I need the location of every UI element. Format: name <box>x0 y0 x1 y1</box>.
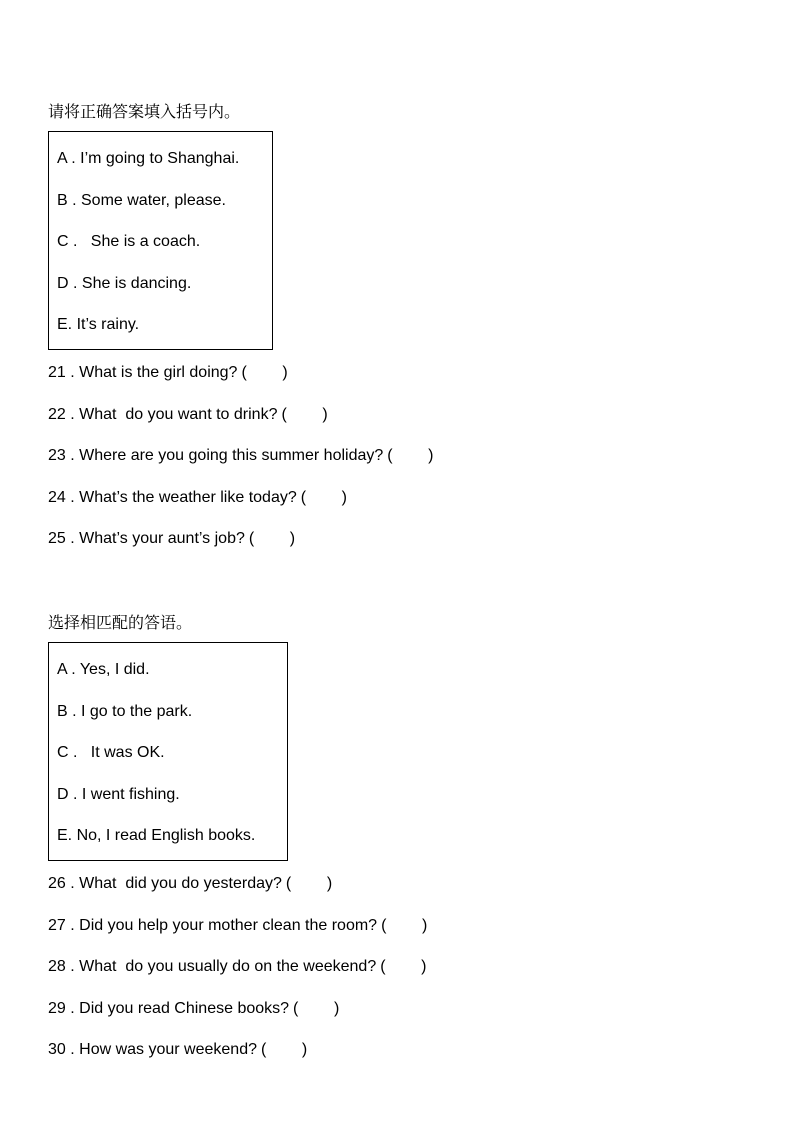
question-prompt: 27 . Did you help your mother clean the room? <box>48 916 378 934</box>
question-prompt: 30 . How was your weekend? <box>48 1041 257 1058</box>
section-heading: 选择相匹配的答语。 <box>48 613 193 632</box>
option-d: D . I went fishing. <box>57 785 180 803</box>
question-22 <box>48 394 434 436</box>
answer-blank: ( ) <box>241 364 288 381</box>
question-prompt: 22 . What do you want to drink? <box>48 405 278 423</box>
answer-blank: ( ) <box>293 999 340 1017</box>
answer-options-box <box>48 642 288 861</box>
question-prompt: 29 . Did you read Chinese books? <box>48 999 290 1017</box>
answer-blank: ( ) <box>381 916 428 934</box>
question-27 <box>48 905 427 947</box>
option-c: C . It was OK. <box>57 744 165 761</box>
option-e: E. It’s rainy. <box>57 316 140 333</box>
question-23 <box>48 435 434 477</box>
answer-blank: ( ) <box>380 958 427 975</box>
answer-options-box <box>48 131 273 350</box>
question-list <box>48 352 434 560</box>
question-30 <box>48 1029 427 1071</box>
answer-blank: ( ) <box>387 447 434 464</box>
question-prompt: 23 . Where are you going this summer holiday? <box>48 447 384 464</box>
section-heading: 请将正确答案填入括号内。 <box>48 102 241 121</box>
option-a: A . I’m going to Shanghai. <box>57 150 240 167</box>
question-prompt: 28 . What do you usually do on the weekend? <box>48 958 377 975</box>
option-a: A . Yes, I did. <box>57 661 150 678</box>
answer-blank: ( ) <box>261 1041 308 1058</box>
answer-blank: ( ) <box>300 488 347 506</box>
question-prompt: 21 . What is the girl doing? <box>48 364 238 381</box>
question-28 <box>48 946 427 988</box>
question-prompt: 26 . What did you do yesterday? <box>48 875 282 892</box>
question-prompt: 25 . What’s your aunt’s job? <box>48 530 245 547</box>
answer-blank: ( ) <box>248 530 296 547</box>
option-d: D . She is dancing. <box>57 274 192 292</box>
answer-blank: ( ) <box>281 405 328 423</box>
question-25 <box>48 518 434 560</box>
option-b: B . Some water, please. <box>57 191 226 209</box>
question-prompt: 24 . What’s the weather like today? <box>48 488 297 506</box>
option-e: E. No, I read English books. <box>57 827 256 844</box>
question-list <box>48 863 427 1071</box>
question-26 <box>48 863 427 905</box>
question-24 <box>48 477 434 519</box>
question-29 <box>48 988 427 1030</box>
section-fill-in-answers <box>48 100 434 560</box>
section-match-responses <box>48 611 427 1071</box>
answer-blank: ( ) <box>285 875 333 892</box>
option-c: C . She is a coach. <box>57 233 201 250</box>
question-21 <box>48 352 434 394</box>
option-b: B . I go to the park. <box>57 702 193 720</box>
